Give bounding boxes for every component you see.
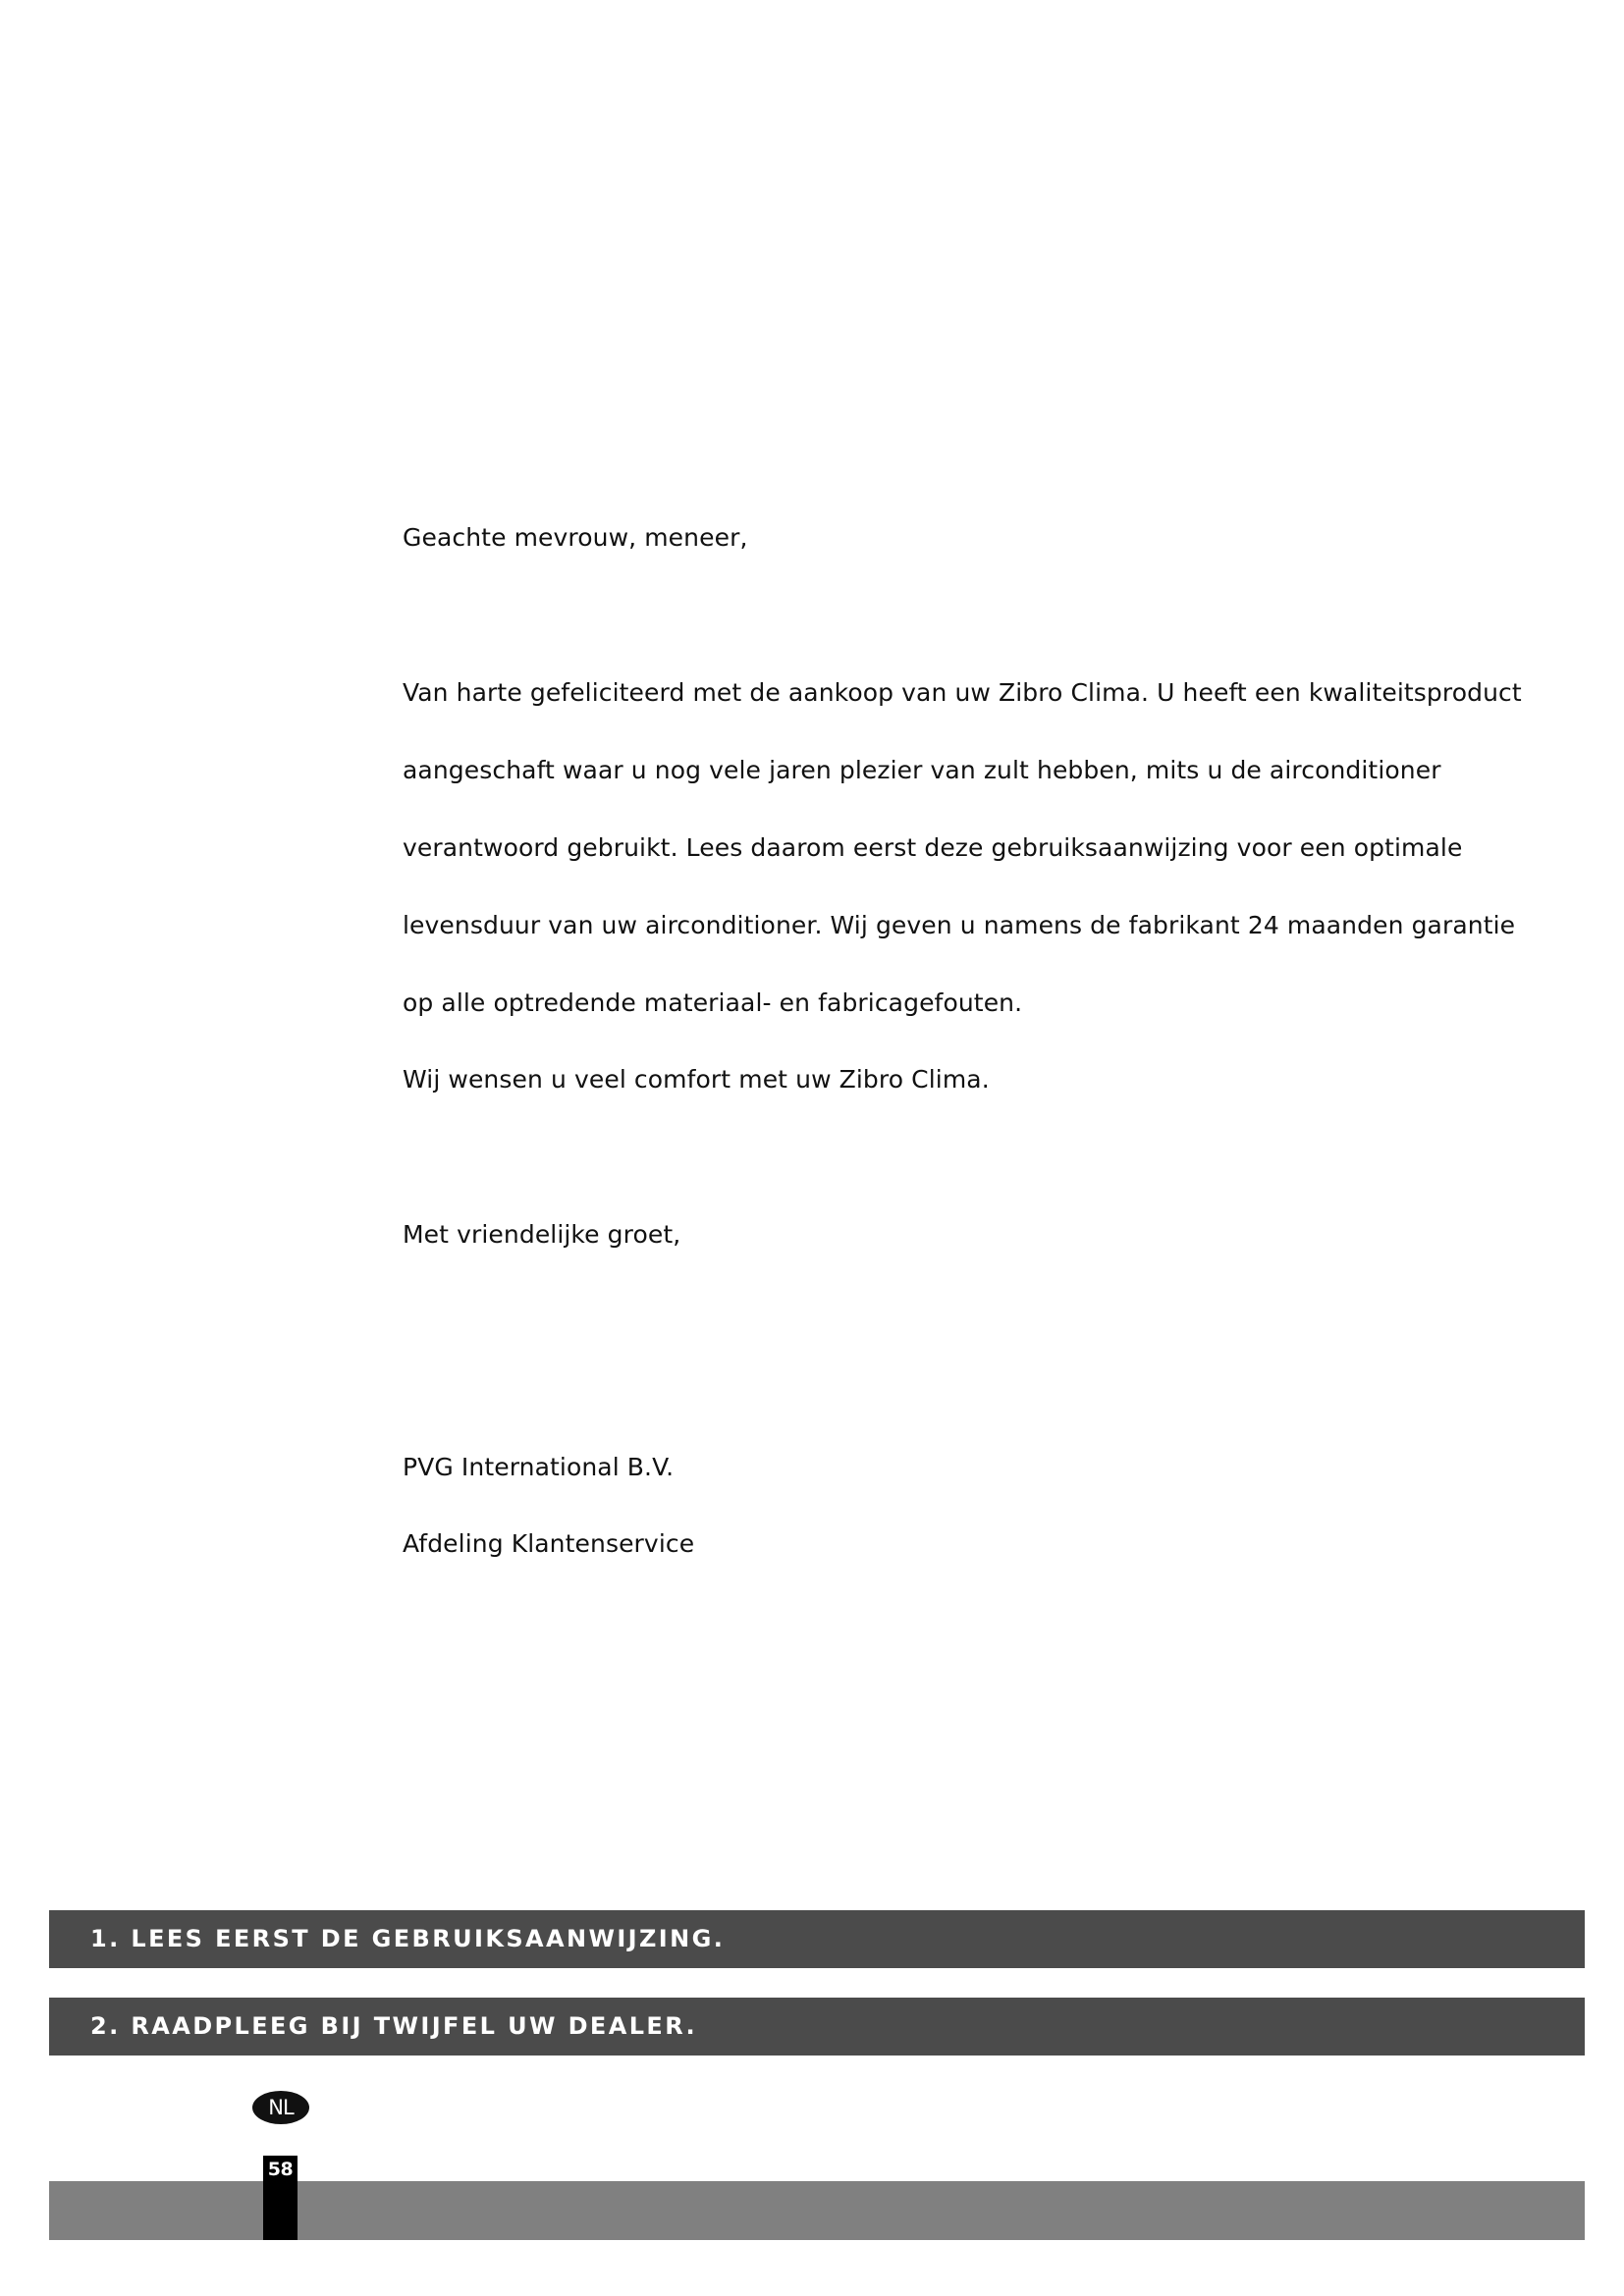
language-badge: NL (252, 2091, 309, 2124)
body-line: verantwoord gebruikt. Lees daarom eerst deze gebruiksaanwijzing voor een optimale (403, 833, 1463, 862)
body-line: Van harte gefeliciteerd met de aankoop van uw Zibro Clima. U heeft een kwaliteitsproduct (403, 678, 1522, 707)
company-name: PVG International B.V. (403, 1453, 675, 1481)
body-line: op alle optredende materiaal- en fabricagefouten. (403, 988, 1023, 1017)
salutation: Geachte mevrouw, meneer, (403, 523, 748, 552)
body-line: aangeschaft waar u nog vele jaren plezier van zult hebben, mits u de airconditioner (403, 756, 1441, 784)
body-line: Wij wensen u veel comfort met uw Zibro Clima. (403, 1065, 990, 1094)
page-number: 58 (263, 2156, 298, 2240)
closing: Met vriendelijke groet, (403, 1220, 681, 1249)
instruction-bar-1: 1. LEES EERST DE GEBRUIKSAANWIJZING. (49, 1910, 1585, 1968)
body-line: levensduur van uw airconditioner. Wij geven u namens de fabrikant 24 maanden garantie (403, 911, 1516, 939)
instruction-bar-2: 2. RAADPLEEG BIJ TWIJFEL UW DEALER. (49, 1998, 1585, 2056)
department-name: Afdeling Klantenservice (403, 1529, 695, 1558)
